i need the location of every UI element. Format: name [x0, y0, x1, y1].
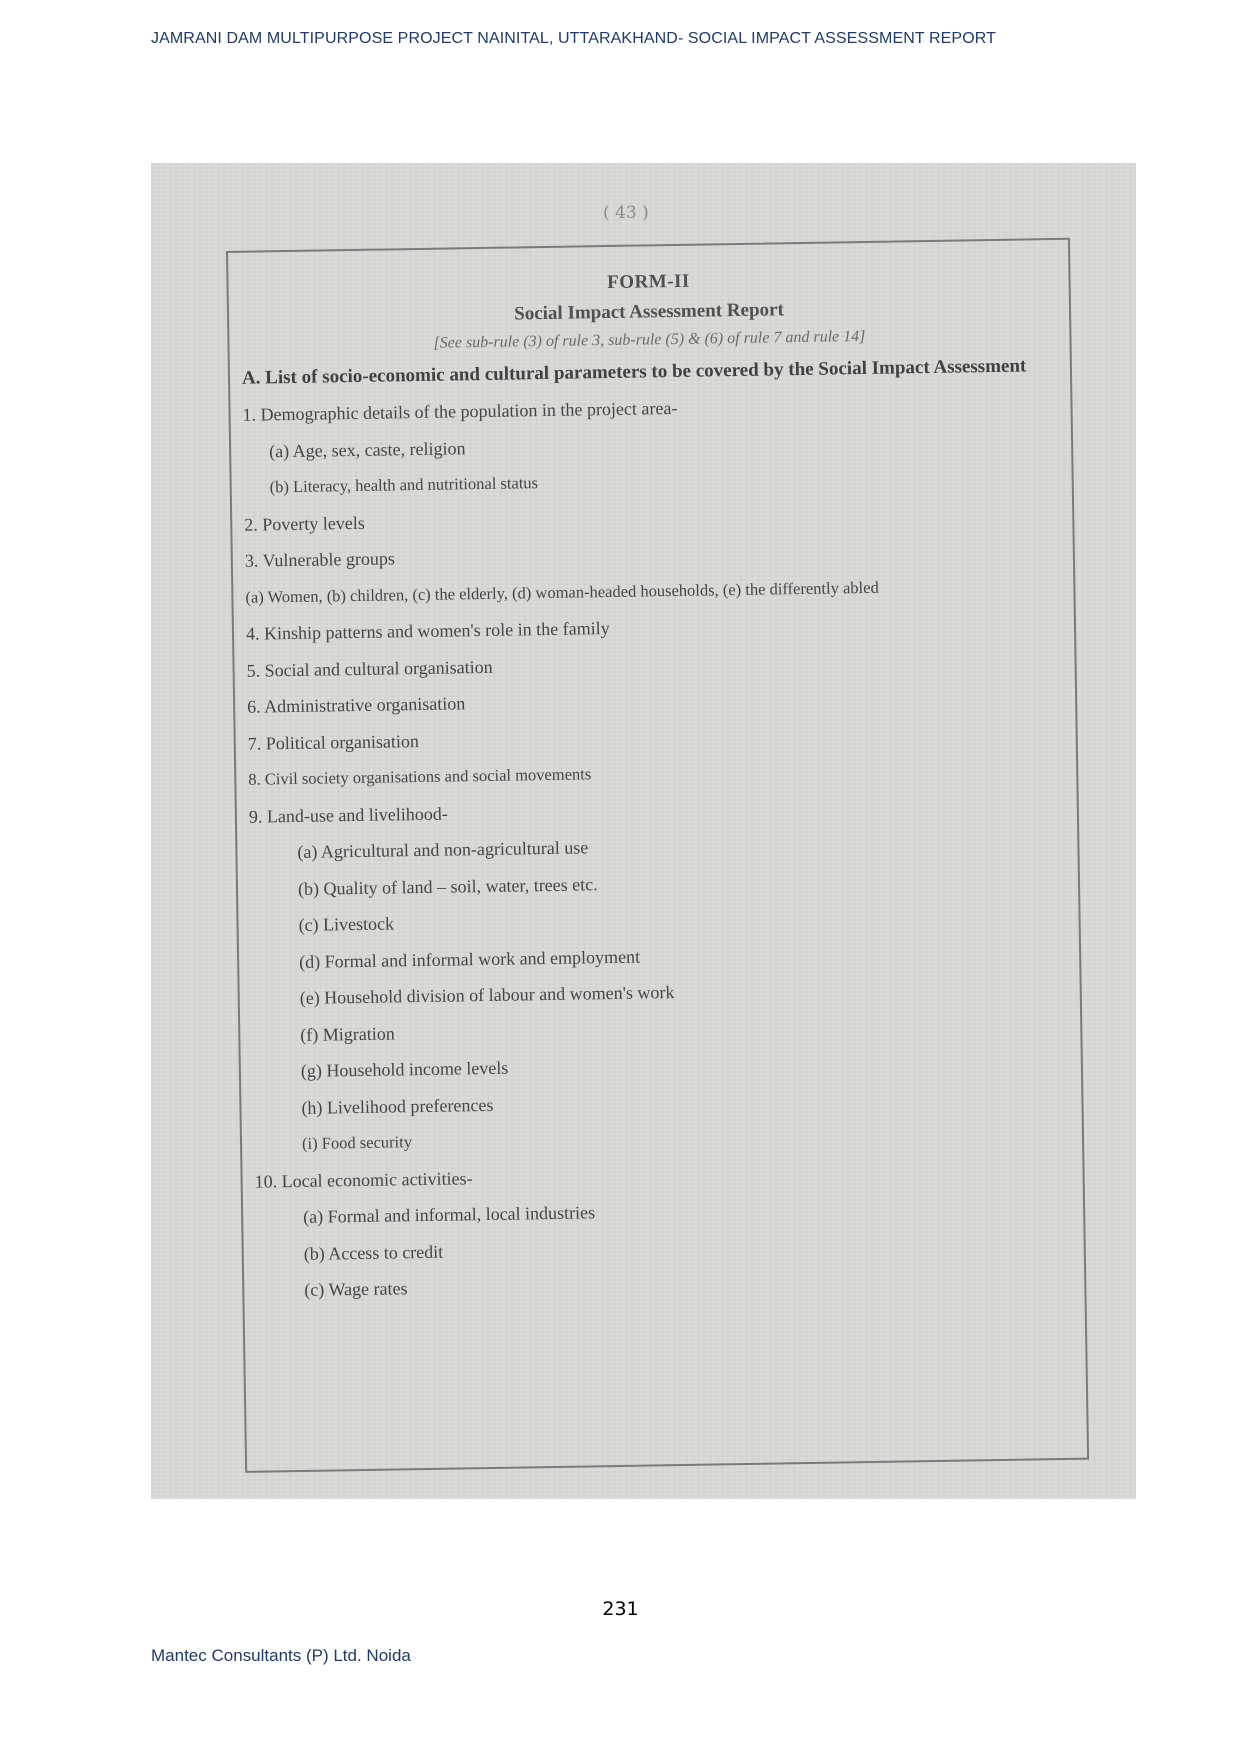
list-item: 1. Demographic details of the population in the project area- — [242, 397, 678, 425]
running-header: JAMRANI DAM MULTIPURPOSE PROJECT NAINITAL, UTTARAKHAND- SOCIAL IMPACT ASSESSMENT REPORT — [151, 30, 996, 47]
list-item: 5. Social and cultural organisation — [246, 656, 493, 681]
list-item: (a) Women, (b) children, (c) the elderly, (d) woman-headed households, (e) the differently abled — [245, 577, 879, 607]
list-item: (d) Formal and informal work and employment — [299, 946, 641, 972]
list-item: (g) Household income levels — [300, 1057, 509, 1081]
page-number: 231 — [602, 1598, 639, 1620]
parameter-list — [242, 384, 1084, 1309]
list-item: (a) Age, sex, caste, religion — [268, 437, 466, 461]
list-item: (f) Migration — [300, 1022, 395, 1045]
section-heading: A. List of socio-economic and cultural parameters to be covered by the Social Impact Assessment — [241, 355, 1027, 389]
list-item: (b) Literacy, health and nutritional status — [269, 473, 539, 497]
list-item: (a) Formal and informal, local industries — [303, 1202, 596, 1227]
list-item: (a) Agricultural and non-agricultural use — [297, 837, 589, 862]
list-item: 6. Administrative organisation — [247, 693, 466, 717]
scan-page-number: ( 43 ) — [603, 203, 649, 223]
scanned-form-image — [151, 163, 1136, 1499]
list-item: (b) Quality of land – soil, water, trees etc. — [297, 873, 598, 899]
list-item: (e) Household division of labour and women's work — [299, 982, 675, 1008]
list-item: 3. Vulnerable groups — [244, 548, 396, 571]
list-item: (c) Livestock — [298, 913, 395, 935]
list-item: (i) Food security — [301, 1132, 413, 1153]
list-item: 9. Land-use and livelihood- — [248, 803, 448, 827]
list-item: (h) Livelihood preferences — [301, 1094, 494, 1118]
rule-reference: [See sub-rule (3) of rule 3, sub-rule (5) & (6) of rule 7 and rule 14] — [433, 327, 866, 352]
form-subtitle: Social Impact Assessment Report — [514, 299, 785, 325]
list-item: 10. Local economic activities- — [254, 1167, 473, 1192]
list-item: 8. Civil society organisations and social movements — [248, 764, 592, 789]
list-item: 2. Poverty levels — [244, 512, 365, 535]
form-title: FORM-II — [607, 270, 691, 294]
list-item: (b) Access to credit — [303, 1241, 444, 1264]
list-item: (c) Wage rates — [304, 1278, 408, 1300]
form-box — [226, 238, 1089, 1473]
running-footer: Mantec Consultants (P) Ltd. Noida — [151, 1646, 411, 1665]
list-item: 7. Political organisation — [247, 730, 420, 754]
list-item: 4. Kinship patterns and women's role in the family — [245, 618, 610, 644]
